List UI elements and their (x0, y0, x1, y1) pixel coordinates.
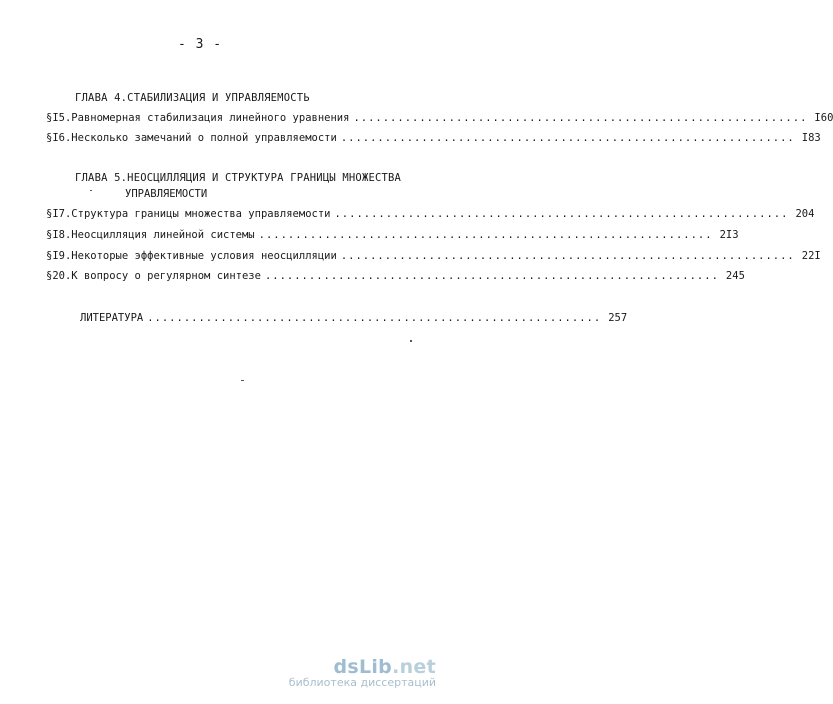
dot-leader: .............................................................. (147, 312, 602, 324)
section-page: 204 (795, 208, 815, 220)
watermark-subtitle: библиотека диссертаций (288, 676, 436, 689)
section-page: 22I (801, 250, 821, 262)
section-number: §20. (46, 270, 72, 282)
toc-entry (46, 112, 833, 124)
section-number: §I7. (46, 208, 72, 220)
section-number: §I8. (46, 229, 72, 241)
toc-entry (46, 208, 815, 220)
section-title: Некоторые эффективные условия неосцилляции (71, 250, 337, 262)
section-page: I60 (814, 112, 833, 124)
scan-speck (90, 190, 92, 191)
literature-title: ЛИТЕРАТУРА (80, 312, 144, 324)
toc-entry (46, 270, 745, 282)
watermark-logo (289, 656, 436, 678)
toc-entry (46, 250, 821, 262)
section-title: Неосцилляция линейной системы (71, 229, 255, 241)
watermark (289, 656, 436, 689)
literature-entry (80, 312, 628, 324)
chapter-heading-continuation: УПРАВЛЯЕМОСТИ (125, 188, 208, 200)
section-number: §I9. (46, 250, 72, 262)
dot-leader: .............................................................. (258, 229, 713, 241)
dot-leader: .............................................................. (264, 270, 719, 282)
toc-entry (46, 132, 821, 144)
section-title: Структура границы множества управляемости (71, 208, 331, 220)
section-page: 245 (725, 270, 745, 282)
section-page: 2I3 (719, 229, 739, 241)
toc-entry (46, 229, 739, 241)
page-number: - 3 - (178, 37, 223, 52)
section-title: Несколько замечаний о полной управляемости (71, 132, 337, 144)
scan-speck (410, 340, 412, 342)
dot-leader: .............................................................. (340, 250, 795, 262)
section-title: К вопросу о регулярном синтезе (71, 270, 261, 282)
watermark-logo-main: dsLib (333, 656, 393, 678)
section-number: §I6. (46, 132, 72, 144)
section-page: I83 (801, 132, 821, 144)
literature-page: 257 (608, 312, 628, 324)
section-number: §I5. (46, 112, 72, 124)
section-title: Равномерная стабилизация линейного уравнения (71, 112, 350, 124)
dot-leader: .............................................................. (353, 112, 808, 124)
dot-leader: .............................................................. (334, 208, 789, 220)
chapter-heading: ГЛАВА 5.НЕОСЦИЛЛЯЦИЯ И СТРУКТУРА ГРАНИЦЫ МНОЖЕСТВА (75, 172, 402, 184)
chapter-heading: ГЛАВА 4.СТАБИЛИЗАЦИЯ И УПРАВЛЯЕМОСТЬ (75, 92, 310, 104)
watermark-logo-tld: .net (392, 656, 436, 678)
dot-leader: .............................................................. (340, 132, 795, 144)
scan-speck (241, 380, 244, 381)
